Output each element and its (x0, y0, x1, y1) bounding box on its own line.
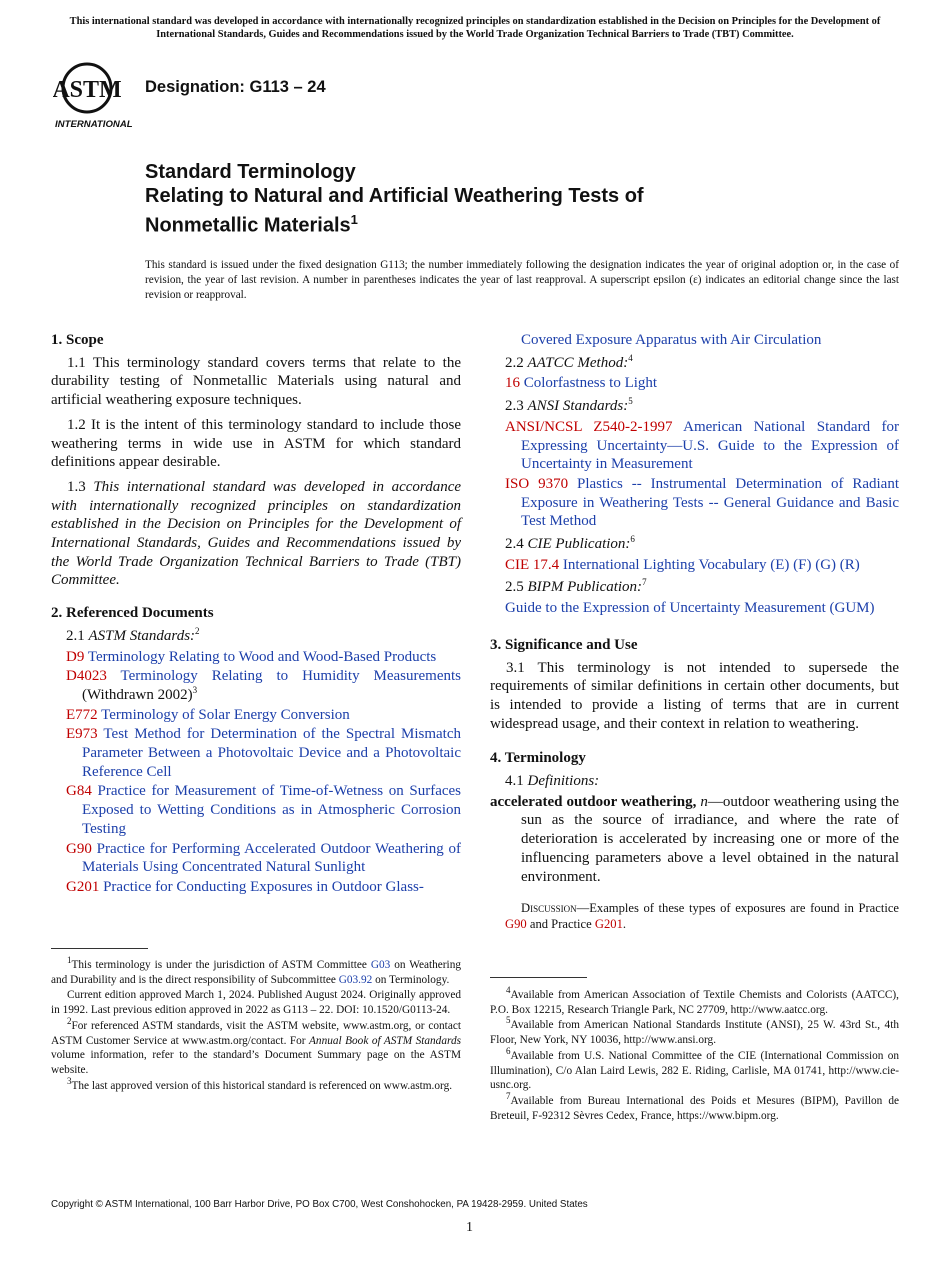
term-accelerated-outdoor-weathering (490, 793, 899, 887)
document-title (145, 160, 845, 238)
fn-text: Available from Bureau International des Poids et Mesures (BIPM), Pavillon de Breteuil, F-92312 Sèvres Cedex, France, https://www.bipm.org. (490, 1094, 899, 1122)
scope-1-3 (51, 478, 461, 590)
footnote-3 (51, 1075, 461, 1094)
ref-code[interactable]: G201 (66, 878, 100, 895)
title-line-1: Standard Terminology (145, 161, 356, 183)
ref-iso-9370[interactable] (490, 475, 899, 531)
aatcc-label-text: AATCC Method: (527, 354, 629, 371)
fn-text: volume information, refer to the standard’s Document Summary page on the ASTM website. (51, 1049, 461, 1076)
def-num: 4.1 (505, 773, 524, 790)
ref-title[interactable]: Terminology Relating to Wood and Wood-Based Products (87, 648, 437, 665)
ansi-sup[interactable]: 5 (628, 396, 633, 407)
discussion-text: —Examples of these types of exposures are found in Practice (576, 901, 899, 916)
astm-logo (53, 56, 135, 130)
ref-withdrawn-note: (Withdrawn 2002) (82, 686, 193, 703)
ref-code[interactable]: ISO 9370 (505, 475, 569, 492)
left-column (51, 331, 461, 898)
scope-1-2: 1.2 It is the intent of this terminology standard to include those weathering terms in wide use in ASTM for which standard definitions appear desirable. (51, 416, 461, 471)
fn-num: 6 (506, 1046, 511, 1057)
ref-g90[interactable] (51, 840, 461, 877)
significance-heading: 3. Significance and Use (490, 636, 638, 653)
footnotes-right (490, 985, 899, 1124)
page-number: 1 (466, 1220, 473, 1235)
scope-1-1: 1.1 This terminology standard covers terms that relate to the durability testing of Nonmetallic Materials using natural and artificial weathering exposure techniques. (51, 354, 461, 409)
cie-label-text: CIE Publication: (527, 536, 631, 553)
ref-title[interactable]: American National Standard for Expressing Uncertainty—U.S. Guide to the Expression of Uncertainty in Measurement (521, 418, 899, 473)
scope-heading: 1. Scope (51, 332, 104, 348)
discussion-text: and Practice (526, 917, 595, 932)
ref-ansi-z540[interactable] (490, 418, 899, 474)
ref-title[interactable]: International Lighting Vocabulary (E) (F) (G) (R) (562, 556, 860, 573)
subcommittee-g03-92-link[interactable]: G03.92 (338, 973, 373, 986)
logo-text: ASTM (53, 77, 122, 103)
ansi-label (505, 397, 899, 416)
cie-sup[interactable]: 6 (630, 534, 635, 545)
term-name: accelerated outdoor weathering, (490, 793, 697, 810)
footnote-1-edition: Current edition approved March 1, 2024. Published August 2024. Originally approved in 1992. Last previous edition approved in 2022 as G113 – 22. DOI: 10.1520/G0113-24. (51, 989, 461, 1017)
title-line-2: Relating to Natural and Artificial Weathering Tests of (145, 185, 644, 207)
fn-text: The last approved version of this historical standard is referenced on www.astm.org. (71, 1079, 453, 1092)
terminology-heading: 4. Terminology (490, 750, 586, 767)
title-line-3: Nonmetallic Materials (145, 214, 351, 237)
ref-code[interactable]: E772 (66, 706, 98, 723)
ref-title[interactable]: Terminology of Solar Energy Conversion (101, 706, 350, 723)
cie-num: 2.4 (505, 536, 524, 553)
tbt-notice: This international standard was developed in accordance with internationally recognized principles on standardization established in the Decision on Principles for the Development of International Standards, Guides and Recommendations issued by the World Trade Organization Technical Barriers to Trade (TBT) Committee. (69, 16, 881, 40)
ref-code[interactable]: CIE 17.4 (505, 556, 560, 573)
issued-note: This standard is issued under the fixed designation G113; the number immediately following the designation indicates the year of original adoption or, in the case of revision, the year of last revision. A number in parentheses indicates the year of last reapproval. A superscript epsilon (ε) indicates an editorial change since the last revision or reapproval. (145, 259, 899, 301)
footnote-rule-left (51, 948, 148, 949)
fn-text: on Weathering and Durability and is the direct responsibility of Subcommittee (51, 959, 461, 986)
footnotes-left (51, 955, 461, 1094)
astm-label: ASTM Standards: (88, 627, 196, 644)
ref-bipm-gum[interactable] (490, 599, 899, 618)
committee-g03-link[interactable]: G03 (370, 959, 391, 971)
ref-g201-cont[interactable] (490, 331, 899, 350)
definitions-label (505, 772, 899, 791)
ref-title[interactable]: Practice for Performing Accelerated Outdoor Weathering of Materials Using Concentrated Natural Sunlight (82, 840, 462, 876)
ref-cie-17-4[interactable] (490, 556, 899, 575)
ref-g84[interactable] (51, 782, 461, 838)
logo-subtext: INTERNATIONAL (55, 119, 133, 130)
footnote-5 (490, 1015, 899, 1047)
designation: Designation: G113 – 24 (145, 78, 326, 96)
ref-code[interactable]: ANSI/NCSL Z540-2-1997 (505, 418, 673, 435)
ref-code[interactable]: G90 (66, 840, 92, 857)
astm-num: 2.1 (66, 627, 85, 644)
ref-e772[interactable] (51, 706, 461, 725)
ansi-label-text: ANSI Standards: (527, 398, 629, 415)
cie-label (505, 535, 899, 554)
footnote-7 (490, 1091, 899, 1123)
bipm-label (505, 578, 899, 597)
ref-title[interactable]: Terminology Relating to Humidity Measurements (120, 668, 461, 685)
bipm-sup[interactable]: 7 (642, 577, 647, 588)
fn-text: Available from American Association of Textile Chemists and Colorists (AATCC), P.O. Box 12215, Research Triangle Park, NC 27709, http://www.aatcc.org. (490, 989, 899, 1016)
ref-title[interactable]: Plastics -- Instrumental Determination of Radiant Exposure in Weathering Tests -- General Guidance and Basic Test Method (521, 475, 900, 530)
significance-3-1: 3.1 This terminology is not intended to supersede the requirements of similar definitions in certain other documents, but is intended to provide a listing of terms that are in current widespread usage, and their context in relation to weathering. (490, 659, 899, 732)
aatcc-label (505, 354, 899, 373)
fn-italic: Annual Book of ASTM Standards (309, 1034, 461, 1047)
footnote-1 (51, 955, 461, 987)
ref-title[interactable]: Guide to the Expression of Uncertainty Measurement (GUM) (505, 600, 875, 617)
astm-sup[interactable]: 2 (195, 625, 200, 636)
fn-num: 2 (67, 1016, 72, 1027)
fn-num: 7 (506, 1091, 511, 1102)
astm-logo-icon (53, 56, 135, 130)
def-label: Definitions: (527, 773, 600, 790)
fn-num: 5 (506, 1015, 511, 1026)
term-pos: n (700, 793, 708, 810)
ref-code[interactable]: G84 (66, 783, 92, 800)
fn-num: 1 (67, 955, 72, 966)
bipm-label-text: BIPM Publication: (527, 579, 643, 596)
discussion-text: . (622, 917, 627, 932)
ref-title[interactable]: Test Method for Determination of the Spectral Mismatch Parameter Between a Photovoltaic Device and a Photovoltaic Reference Cell (82, 726, 462, 780)
term-definition: —outdoor weathering using the sun as the source of irradiance, and where the rate of deterioration is accelerated by increasing one or more of the influencing parameters above a level obtained in the natural environment. (521, 793, 900, 885)
ref-footnote-3[interactable]: 3 (192, 684, 198, 695)
scope-1-3-text: This international standard was developed in accordance with internationally recognized principles on standardization established in the Decision on Principles for the Development of International Standards, Guides and Recommendations issued by the World Trade Organization Technical Barriers to Trade (TBT) Committee. (51, 478, 462, 589)
discussion (490, 900, 899, 932)
astm-standards-label (66, 627, 461, 646)
fn-text: Available from American National Standards Institute (ANSI), 25 W. 43rd St., 4th Floor, New York, NY 10036, http://www.ansi.org. (490, 1019, 899, 1047)
discussion-label: Discussion (521, 901, 577, 916)
footnote-4 (490, 985, 899, 1017)
fn-text: Available from U.S. National Committee of the CIE (International Commission on Illumination), C/o Alan Laird Lewis, 282 E. Riding, Carlisle, MA 01741, http://www.cie-usnc.org. (490, 1049, 899, 1092)
title-footnote-ref[interactable]: 1 (350, 212, 358, 227)
ref-title[interactable]: Colorfastness to Light (523, 375, 658, 392)
right-column (490, 331, 899, 932)
aatcc-num: 2.2 (505, 354, 524, 371)
ref-e973[interactable] (51, 725, 461, 781)
ref-title[interactable]: Practice for Measurement of Time-of-Wetness on Surfaces Exposed to Wetting Conditions as in Atmospheric Corrosion Testing (82, 783, 462, 837)
ref-g201-start[interactable] (51, 878, 461, 897)
footnote-rule-right (490, 977, 587, 978)
scope-1-3-num: 1.3 (67, 478, 86, 495)
ref-code[interactable]: E973 (66, 726, 98, 743)
footnote-6 (490, 1046, 899, 1093)
fn-num: 4 (506, 985, 511, 996)
discussion-ref-g201[interactable]: G201 (594, 917, 623, 932)
aatcc-sup[interactable]: 4 (628, 352, 633, 363)
refdocs-heading: 2. Referenced Documents (51, 605, 214, 622)
ref-code[interactable]: D9 (66, 648, 85, 665)
footnote-2 (51, 1016, 461, 1078)
ref-code[interactable]: D4023 (66, 668, 107, 685)
ref-d4023[interactable] (51, 667, 461, 704)
fn-num: 3 (67, 1075, 72, 1086)
bipm-num: 2.5 (505, 579, 524, 596)
discussion-ref-g90[interactable]: G90 (505, 917, 527, 932)
fn-text: For referenced ASTM standards, visit the ASTM website, www.astm.org, or contact ASTM Customer Service at www.astm.org/contact. For (51, 1019, 461, 1047)
ref-code[interactable]: 16 (505, 375, 520, 392)
ansi-num: 2.3 (505, 398, 524, 415)
fn-text: This terminology is under the jurisdiction of ASTM Committee (71, 959, 371, 971)
ref-title-part1[interactable]: Practice for Conducting Exposures in Outdoor Glass- (103, 878, 424, 895)
copyright: Copyright © ASTM International, 100 Barr Harbor Drive, PO Box C700, West Conshohocken, PA 19428-2959. United States (51, 1199, 588, 1210)
ref-d9[interactable] (51, 648, 461, 667)
ref-title-part2[interactable]: Covered Exposure Apparatus with Air Circulation (521, 332, 822, 348)
ref-aatcc-16[interactable] (490, 374, 899, 393)
fn-text: on Terminology. (372, 973, 450, 986)
